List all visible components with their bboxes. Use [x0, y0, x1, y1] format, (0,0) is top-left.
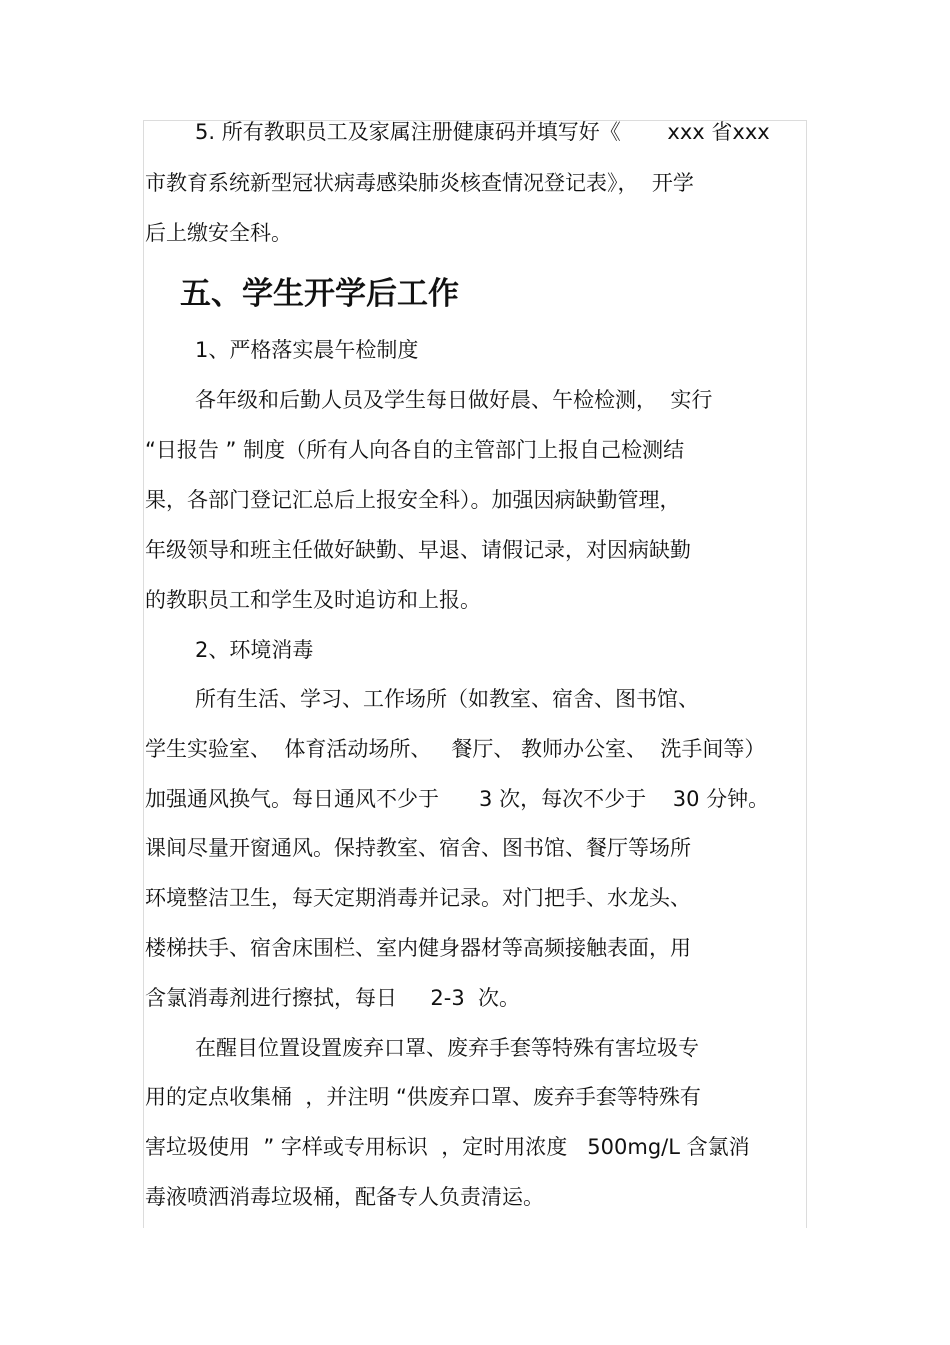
- paragraph-line: 楼梯扶手、宿舍床围栏、室内健身器材等高频接触表面，用: [145, 936, 691, 960]
- paragraph-line: 后上缴安全科。: [145, 221, 292, 245]
- section-heading: 五、学生开学后工作: [180, 276, 459, 312]
- paragraph-line: 加强通风换气。每日通风不少于 3 次，每次不少于 30 分钟。: [145, 787, 770, 811]
- paragraph-line: 含氯消毒剂进行擦拭，每日 2-3 次。: [145, 986, 521, 1010]
- paragraph-line: 在醒目位置设置废弃口罩、废弃手套等特殊有害垃圾专: [195, 1036, 699, 1060]
- paragraph-line: 市教育系统新型冠状病毒感染肺炎核查情况登记表》， 开学: [145, 171, 694, 195]
- subsection-title: 2、环境消毒: [195, 638, 314, 662]
- subsection-title: 1、严格落实晨午检制度: [195, 338, 419, 362]
- page-frame-left: [143, 120, 144, 1228]
- paragraph-line: 各年级和后勤人员及学生每日做好晨、午检检测， 实行: [195, 388, 713, 412]
- paragraph-line: 环境整洁卫生，每天定期消毒并记录。对门把手、水龙头、: [145, 886, 691, 910]
- page-frame-right: [806, 120, 807, 1228]
- paragraph-line: 年级领导和班主任做好缺勤、早退、请假记录，对因病缺勤: [145, 538, 691, 562]
- paragraph-line: 的教职员工和学生及时追访和上报。: [145, 588, 481, 612]
- paragraph-line: 害垃圾使用 ” 字样或专用标识 ，定时用浓度 500mg/L 含氯消: [145, 1135, 750, 1159]
- paragraph-line: 所有生活、学习、工作场所（如教室、宿舍、图书馆、: [195, 687, 699, 711]
- paragraph-line: “日报告 ” 制度（所有人向各自的主管部门上报自己检测结: [145, 438, 685, 462]
- paragraph-line: 课间尽量开窗通风。保持教室、宿舍、图书馆、餐厅等场所: [145, 836, 691, 860]
- paragraph-line: 毒液喷洒消毒垃圾桶，配备专人负责清运。: [145, 1185, 544, 1209]
- paragraph-line: 果，各部门登记汇总后上报安全科）。加强因病缺勤管理，: [145, 488, 681, 512]
- paragraph-line: 学生实验室、 体育活动场所、 餐厅、 教师办公室、 洗手间等）: [145, 737, 766, 761]
- paragraph-line: 5. 所有教职员工及家属注册健康码并填写好《 xxx 省xxx: [195, 120, 770, 144]
- paragraph-line: 用的定点收集桶 ，并注明 “供废弃口罩、废弃手套等特殊有: [145, 1085, 701, 1109]
